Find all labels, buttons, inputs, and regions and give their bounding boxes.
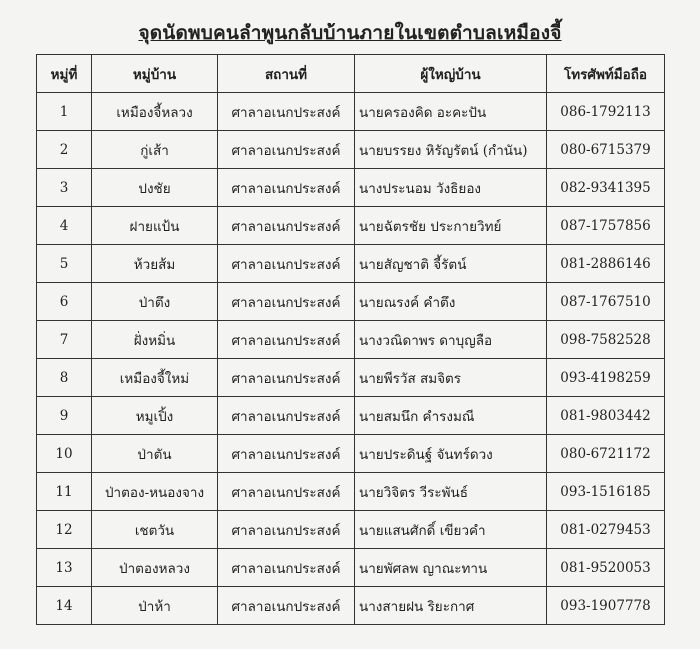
cell-village: กู่เส้า	[92, 131, 218, 169]
cell-num: 3	[37, 169, 92, 207]
cell-phone: 093-1516185	[547, 473, 665, 511]
cell-village: เหมืองจี้หลวง	[92, 93, 218, 131]
cell-phone: 080-6721172	[547, 435, 665, 473]
cell-place: ศาลาอเนกประสงค์	[218, 359, 355, 397]
cell-num: 8	[37, 359, 92, 397]
cell-num: 10	[37, 435, 92, 473]
table-row	[37, 207, 665, 245]
cell-num: 7	[37, 321, 92, 359]
cell-headman: นางสายฝน ริยะกาศ	[355, 587, 547, 625]
cell-num: 11	[37, 473, 92, 511]
cell-place: ศาลาอเนกประสงค์	[218, 169, 355, 207]
cell-village: เชตวัน	[92, 511, 218, 549]
cell-phone: 093-1907778	[547, 587, 665, 625]
cell-place: ศาลาอเนกประสงค์	[218, 549, 355, 587]
cell-village: ห้วยส้ม	[92, 245, 218, 283]
table-row	[37, 321, 665, 359]
cell-num: 2	[37, 131, 92, 169]
cell-village: ป่าตัน	[92, 435, 218, 473]
cell-headman: นายฉัตรชัย ประกายวิทย์	[355, 207, 547, 245]
meeting-points-table	[36, 54, 665, 625]
table-row	[37, 93, 665, 131]
cell-phone: 081-9520053	[547, 549, 665, 587]
table-header-row	[37, 55, 665, 93]
cell-phone: 086-1792113	[547, 93, 665, 131]
cell-headman: นายวิจิตร วีระพันธ์	[355, 473, 547, 511]
page-title: จุดนัดพบคนลำพูนกลับบ้านภายในเขตตำบลเหมืองจี้	[138, 22, 562, 44]
cell-village: หมูเปิ้ง	[92, 397, 218, 435]
cell-headman: นายแสนศักดิ์ เขียวคำ	[355, 511, 547, 549]
cell-village: ฝั่งหมิ่น	[92, 321, 218, 359]
cell-headman: นายบรรยง หิรัญรัตน์ (กำนัน)	[355, 131, 547, 169]
cell-headman: นายณรงค์ คำตึง	[355, 283, 547, 321]
header-num: หมู่ที่	[37, 55, 92, 93]
cell-place: ศาลาอเนกประสงค์	[218, 511, 355, 549]
cell-place: ศาลาอเนกประสงค์	[218, 93, 355, 131]
cell-num: 9	[37, 397, 92, 435]
cell-num: 6	[37, 283, 92, 321]
cell-place: ศาลาอเนกประสงค์	[218, 435, 355, 473]
header-phone: โทรศัพท์มือถือ	[547, 55, 665, 93]
cell-place: ศาลาอเนกประสงค์	[218, 473, 355, 511]
table-row	[37, 435, 665, 473]
header-village: หมู่บ้าน	[92, 55, 218, 93]
cell-place: ศาลาอเนกประสงค์	[218, 207, 355, 245]
cell-phone: 081-2886146	[547, 245, 665, 283]
cell-headman: นางประนอม วังธิยอง	[355, 169, 547, 207]
cell-headman: นายพีรวัส สมจิตร	[355, 359, 547, 397]
cell-num: 12	[37, 511, 92, 549]
cell-place: ศาลาอเนกประสงค์	[218, 321, 355, 359]
header-place: สถานที่	[218, 55, 355, 93]
cell-place: ศาลาอเนกประสงค์	[218, 245, 355, 283]
table-row	[37, 511, 665, 549]
cell-place: ศาลาอเนกประสงค์	[218, 397, 355, 435]
cell-headman: นายประดินฐ์ จันทร์ดวง	[355, 435, 547, 473]
cell-headman: นายสมนึก คำรงมณี	[355, 397, 547, 435]
table-body	[37, 93, 665, 625]
cell-phone: 080-6715379	[547, 131, 665, 169]
table-row	[37, 131, 665, 169]
cell-phone: 081-9803442	[547, 397, 665, 435]
cell-village: ฝายแป้น	[92, 207, 218, 245]
table-row	[37, 549, 665, 587]
cell-phone: 093-4198259	[547, 359, 665, 397]
table-row	[37, 283, 665, 321]
table-row	[37, 473, 665, 511]
cell-place: ศาลาอเนกประสงค์	[218, 283, 355, 321]
cell-phone: 098-7582528	[547, 321, 665, 359]
header-headman: ผู้ใหญ่บ้าน	[355, 55, 547, 93]
table-row	[37, 397, 665, 435]
cell-place: ศาลาอเนกประสงค์	[218, 587, 355, 625]
cell-headman: นายสัญชาติ จี้รัตน์	[355, 245, 547, 283]
cell-village: เหมืองจี้ใหม่	[92, 359, 218, 397]
cell-village: ป่าตองหลวง	[92, 549, 218, 587]
cell-headman: นางวณิดาพร ดาบุญลือ	[355, 321, 547, 359]
cell-village: ป่าตอง-หนองจาง	[92, 473, 218, 511]
cell-phone: 081-0279453	[547, 511, 665, 549]
cell-num: 13	[37, 549, 92, 587]
cell-village: ป่าห้า	[92, 587, 218, 625]
table-row	[37, 587, 665, 625]
cell-village: ปงชัย	[92, 169, 218, 207]
table-row	[37, 169, 665, 207]
table-row	[37, 245, 665, 283]
cell-headman: นายพัศลพ ญาณะทาน	[355, 549, 547, 587]
cell-phone: 082-9341395	[547, 169, 665, 207]
table-row	[37, 359, 665, 397]
cell-num: 5	[37, 245, 92, 283]
cell-village: ป่าตึง	[92, 283, 218, 321]
cell-headman: นายครองคิด อะคะปัน	[355, 93, 547, 131]
cell-num: 4	[37, 207, 92, 245]
cell-phone: 087-1757856	[547, 207, 665, 245]
cell-phone: 087-1767510	[547, 283, 665, 321]
cell-num: 14	[37, 587, 92, 625]
cell-place: ศาลาอเนกประสงค์	[218, 131, 355, 169]
cell-num: 1	[37, 93, 92, 131]
